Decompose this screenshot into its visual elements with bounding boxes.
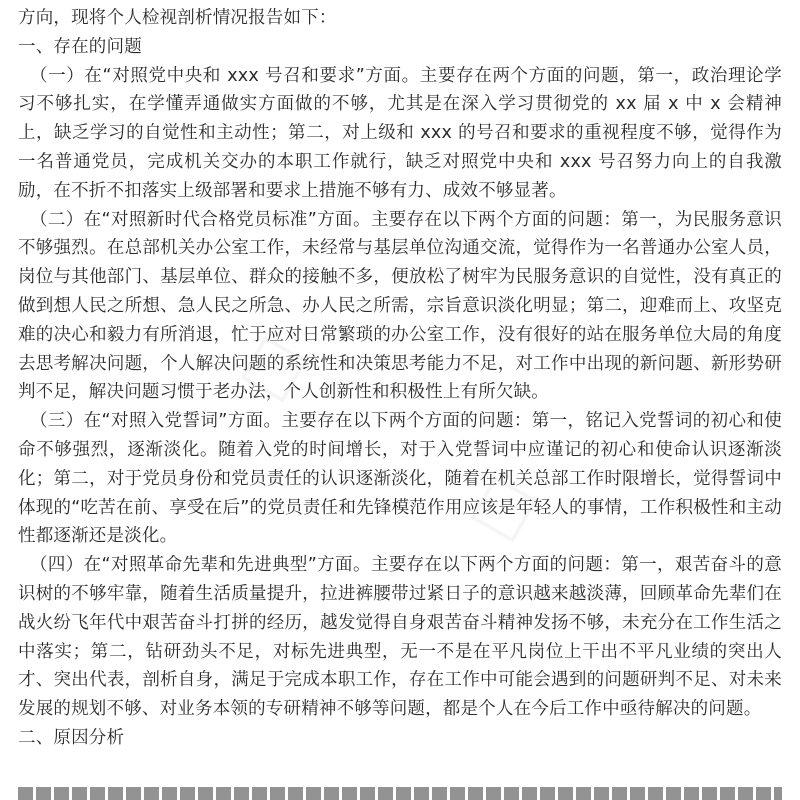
partial-line — [18, 787, 782, 800]
paragraph-4: （四）在“对照革命先辈和先进典型”方面。主要存在以下两个方面的问题：第一，艰苦奋斗的意识树的不够牢靠，随着生活质量提升，拉进裤腰带过紧日子的意识越来越淡薄，回顾革命先辈们在战火纷飞年代中艰苦奋斗打拼的经历，越发觉得自身艰苦奋斗精神发扬不够，未充分在工作生活之中落实；第二，钻研劲头不足，对标先进典型，无一不是在平凡岗位上干出不平凡业绩的突出人才、突出代表，剖析自身，满足于完成本职工作，存在工作中可能会遇到的问题研判不足、对未来发展的规划不够、对业务本领的专研精神不够等问题，都是个人在今后工作中亟待解决的问题。 — [18, 555, 782, 720]
cut-off-text-row — [18, 784, 782, 800]
paragraph-2: （二）在“对照新时代合格党员标准”方面。主要存在以下两个方面的问题：第一，为民服务意识不够强烈。在总部机关办公室工作，未经常与基层单位沟通交流，觉得作为一名普通办公室人员，岗位与其他部门、基层单位、群众的接触不多，便放松了树牢为民服务意识的自觉性，没有真正的做到想人民之所想、急人民之所急、办人民之所需，宗旨意识淡化明显；第二，迎难而上、攻坚克难的决心和毅力有所消退，忙于应对日常繁琐的办公室工作，没有很好的站在服务单位大局的角度去思考解决问题，个人解决问题的系统性和决策思考能力不足，对工作中出现的新问题、新形势研判不足，解决问题习惯于老办法，个人创新性和积极性上有所欠缺。 — [18, 209, 782, 403]
paragraph-3: （三）在“对照入党誓词”方面。主要存在以下两个方面的问题：第一，铭记入党誓词的初心和使命不够强烈，逐渐淡化。随着入党的时间增长，对于入党誓词中应谨记的初心和使命认识逐渐淡化；第二，对于党员身份和党员责任的认识逐渐淡化，随着在机关总部工作时限增长，觉得誓词中体现的“吃苦在前、享受在后”的党员责任和先锋模范作用应该是年轻人的事情，工作积极性和主动性都逐渐还是淡化。 — [18, 411, 782, 547]
document-body — [18, 4, 782, 753]
watermark: □ — [223, 322, 318, 412]
section-heading-problems: 一、存在的问题 — [18, 36, 142, 57]
section-heading-causes: 二、原因分析 — [18, 727, 125, 748]
watermark: □ — [453, 462, 548, 552]
intro-line: 方向，现将个人检视剖析情况报告如下： — [18, 8, 337, 28]
paragraph-1: （一）在“对照党中央和 xxx 号召和要求”方面。主要存在两个方面的问题，第一，政治理论学习不够扎实，在学懂弄通做实方面做的不够，尤其是在深入学习贯彻党的 xx 届 x 中 x 会精神上，缺乏学习的自觉性和主动性；第二，对上级和 xxx 的号召和要求的重视程度不够，觉得作为一名普通党员，完成机关交办的本职工作就行，缺乏对照党中央和 xxx 号召努力向上的自我激励，在不折不扣落实上级部署和要求上措施不够有力、成效不够显著。 — [18, 65, 782, 201]
